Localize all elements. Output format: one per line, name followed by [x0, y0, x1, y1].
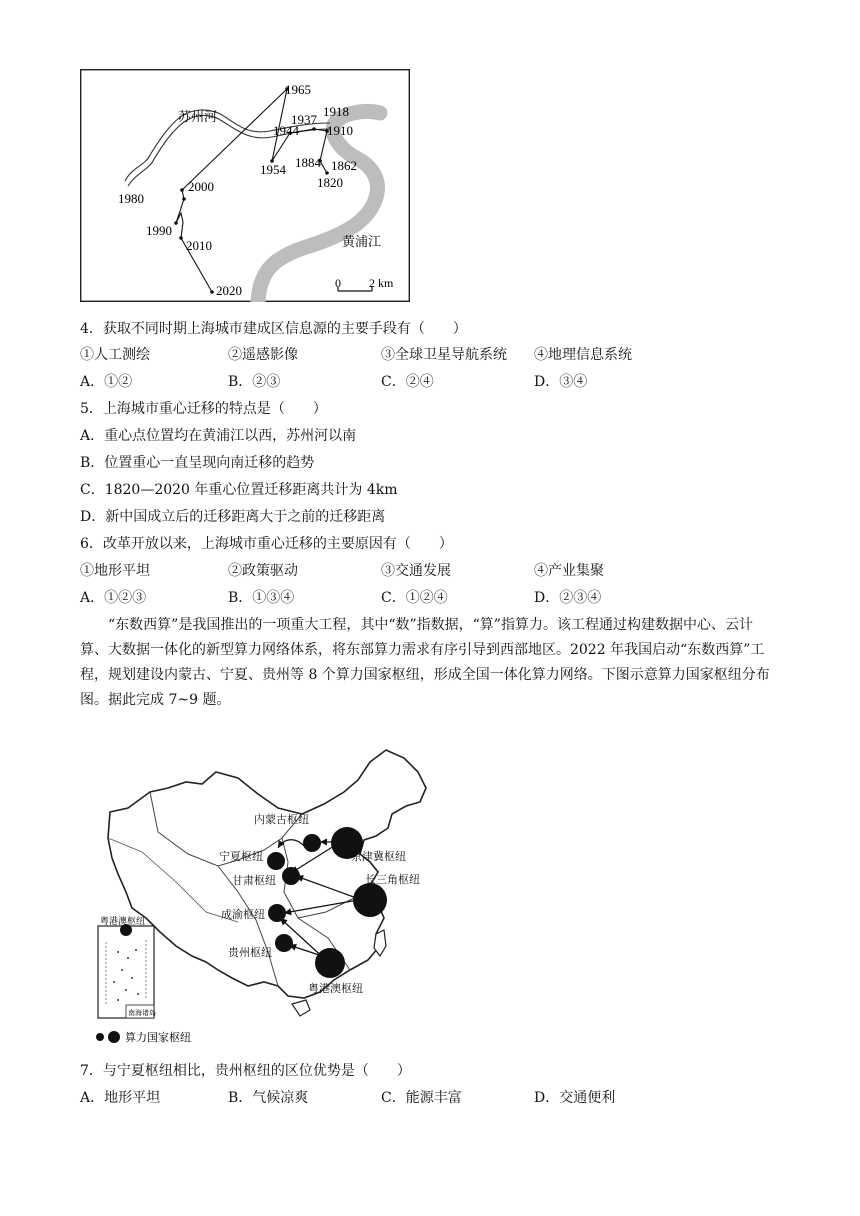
question-6-stem: 6．改革开放以来，上海城市重心迁移的主要原因有（ ） [80, 536, 453, 552]
q6-option-a[interactable]: A．①②③ [80, 590, 147, 606]
passage-east-data-west-computing: “东数西算”是我国推出的一项重大工程，其中“数”指数据，“算”指算力。该工程通过构建数据中心、云计算、大数据一体化的新型算力网络体系，将东部算力需求有序引导到西部地区。2022 年我国启动“东数西算”工程，规划建设内蒙古、宁夏、贵州等 8 个算力国家枢纽，形成全国一体化算力网络。下图示意算力国家枢纽分布图。据此完成 7~9 题。 [80, 617, 770, 708]
year-label: 1965 [285, 82, 311, 97]
q5-option-a[interactable]: A．重心点位置均在黄浦江以西，苏州河以南 [80, 428, 357, 444]
q7-option-b[interactable]: B．气候凉爽 [228, 1090, 309, 1106]
q5-option-c[interactable]: C．1820—2020 年重心位置迁移距离共计为 4km [80, 482, 398, 498]
q7-option-a[interactable]: A．地形平坦 [80, 1090, 161, 1106]
svg-text:南海诸岛: 南海诸岛 [128, 1009, 156, 1017]
q7-option-d[interactable]: D．交通便利 [534, 1090, 616, 1106]
label-yuegangao: 粤港澳枢纽 [308, 983, 363, 995]
q7-option-c[interactable]: C．能源丰富 [381, 1090, 462, 1106]
huangpu-river-label: 黄浦江 [342, 234, 382, 249]
label-ningxia: 宁夏枢纽 [219, 851, 263, 863]
q4-option-d[interactable]: D．③④ [534, 374, 588, 390]
year-label: 1990 [146, 223, 172, 238]
question-7-stem: 7．与宁夏枢纽相比，贵州枢纽的区位优势是（ ） [80, 1063, 411, 1079]
map-computing-hubs [88, 742, 438, 1052]
q4-item: ④地理信息系统 [534, 347, 632, 363]
q6-option-b[interactable]: B．①③④ [228, 590, 295, 606]
q6-item: ③交通发展 [381, 563, 451, 579]
map-hubs-svg [88, 742, 438, 1052]
q4-item: ③全球卫星导航系统 [381, 347, 507, 363]
label-gansu: 甘肃枢纽 [232, 875, 276, 887]
hub-guizhou [275, 934, 293, 952]
q4-item: ①人工测绘 [80, 347, 150, 363]
legend [96, 1030, 191, 1044]
q6-item: ④产业集聚 [534, 563, 604, 579]
hub-gansu [282, 867, 300, 885]
hub-ningxia [267, 852, 285, 870]
year-label: 2010 [186, 238, 212, 253]
question-4-stem: 4．获取不同时期上海城市建成区信息源的主要手段有（ ） [80, 321, 467, 337]
q5-option-d[interactable]: D．新中国成立后的迁移距离大于之前的迁移距离 [80, 509, 386, 525]
svg-text:2 km: 2 km [369, 276, 394, 290]
label-changsanjiao: 长三角枢纽 [365, 874, 420, 886]
year-label: 1944 [273, 123, 299, 138]
q5-option-b[interactable]: B．位置重心一直呈现向南迁移的趋势 [80, 455, 315, 471]
q6-item: ②政策驱动 [228, 563, 298, 579]
year-label: 2000 [188, 179, 214, 194]
hub-neimenggu [303, 834, 321, 852]
hub-yuegangao [315, 948, 345, 978]
year-label: 1954 [260, 162, 286, 177]
suzhou-creek-label: 苏州河 [178, 109, 218, 124]
year-label: 1862 [331, 158, 357, 173]
map-shanghai-centroid [80, 69, 410, 302]
label-guizhou: 贵州枢纽 [228, 947, 272, 959]
year-label: 1937 [291, 112, 317, 127]
q4-option-c[interactable]: C．②④ [381, 374, 434, 390]
q6-option-d[interactable]: D．②③④ [534, 590, 602, 606]
year-label: 1980 [118, 191, 144, 206]
label-chengyu: 成渝枢纽 [221, 909, 265, 921]
label-neimenggu: 内蒙古枢纽 [254, 814, 309, 826]
svg-text:算力国家枢纽: 算力国家枢纽 [125, 1032, 191, 1044]
year-label: 1884 [295, 155, 321, 170]
label-jingjinji: 京津冀枢纽 [351, 851, 406, 863]
map-shanghai-svg [80, 69, 410, 302]
year-label: 1918 [323, 104, 349, 119]
hub-chengyu [268, 904, 286, 922]
svg-text:0: 0 [335, 276, 341, 290]
inset-south-china-sea [98, 915, 156, 1018]
svg-text:粤港澳枢纽: 粤港澳枢纽 [100, 916, 146, 926]
hub-changsanjiao [353, 883, 387, 917]
q6-option-c[interactable]: C．①②④ [381, 590, 448, 606]
q4-item: ②遥感影像 [228, 347, 298, 363]
q6-item: ①地形平坦 [80, 563, 150, 579]
question-5-stem: 5．上海城市重心迁移的特点是（ ） [80, 401, 327, 417]
q4-option-a[interactable]: A．①② [80, 374, 133, 390]
year-label: 1820 [317, 175, 343, 190]
year-label: 2020 [216, 283, 242, 298]
q4-option-b[interactable]: B．②③ [228, 374, 281, 390]
year-label: 1910 [327, 123, 353, 138]
